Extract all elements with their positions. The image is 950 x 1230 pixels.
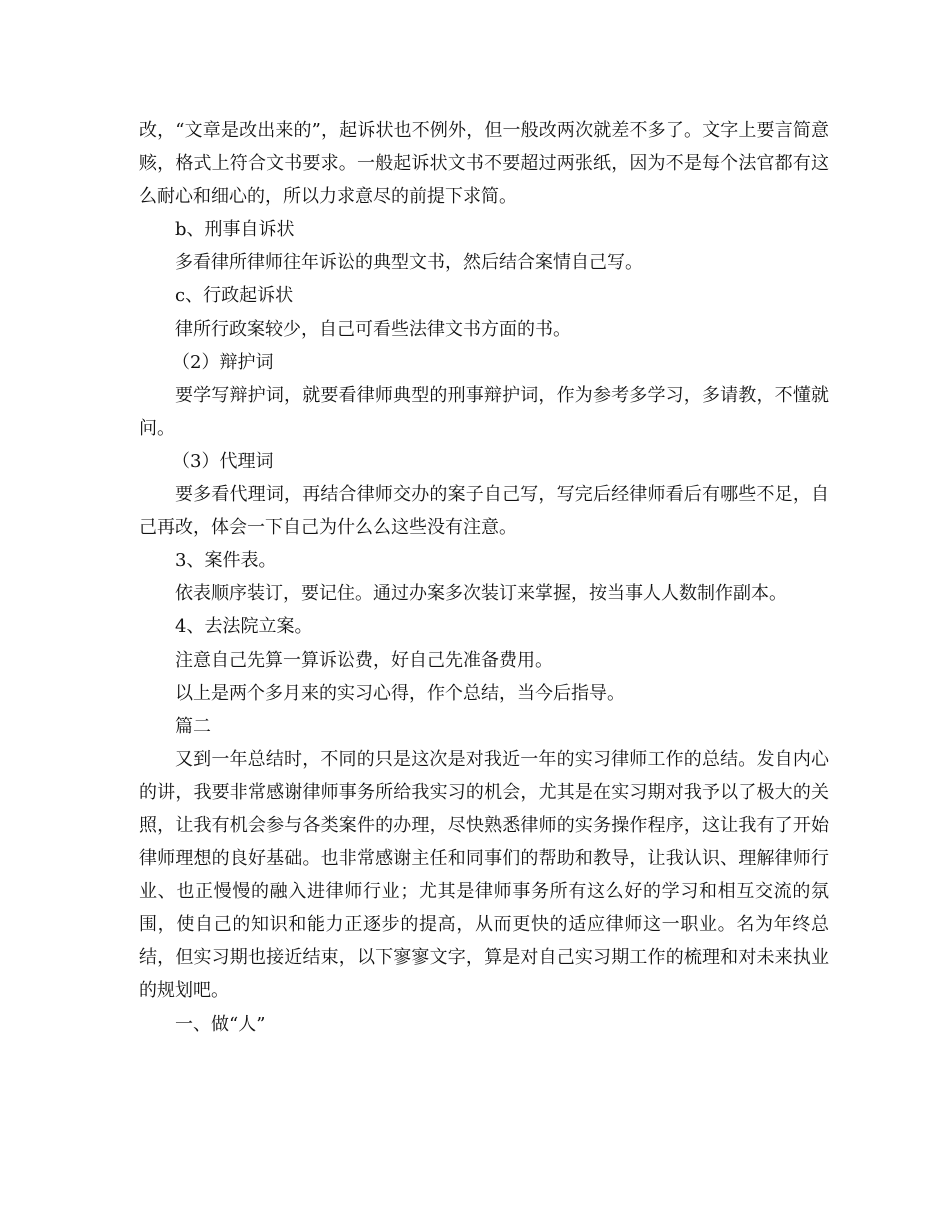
paragraph-complaint-revision: 改，“文章是改出来的”，起诉状也不例外，但一般改两次就差不多了。文字上要言简意赅，格式上符合文书要求。一般起诉状文书不要超过两张纸，因为不是每个法官都有这么耐心和细心的，所以力求意尽的前提下求简。	[139, 120, 829, 208]
paragraph-agency-statement: 要多看代理词，再结合律师交办的案子自己写，写完后经律师看后有哪些不足，自己再改，体会一下自己为什么么这些没有注意。	[139, 484, 829, 539]
document-body	[139, 114, 829, 1041]
paragraph-criminal-private-prosecution: 多看律所律师往年诉讼的典型文书，然后结合案情自己写。	[175, 252, 643, 274]
paragraph-year-end-review: 又到一年总结时，不同的只是这次是对我近一年的实习律师工作的总结。发自内心的讲，我要非常感谢律师事务所给我实习的机会，尤其是在实习期对我予以了极大的关照，让我有机会参与各类案件的办理，尽快熟悉律师的实务操作程序，这让我有了开始律师理想的良好基础。也非常感谢主任和同事们的帮助和教导，让我认识、理解律师行业、也正慢慢的融入进律师行业；尤其是律师事务所有这么好的学习和相互交流的氛围，使自己的知识和能力正逐步的提高，从而更快的适应律师这一职业。名为年终总结，但实习期也接近结束，以下寥寥文字，算是对自己实习期工作的梳理和对未来执业的规划吧。	[139, 748, 829, 1002]
heading-case-form: 3、案件表。	[175, 550, 277, 572]
heading-criminal-private-prosecution: b、刑事自诉状	[175, 219, 295, 241]
paragraph-court-filing: 注意自己先算一算诉讼费，好自己先准备费用。	[175, 649, 553, 671]
heading-being-a-person: 一、做“人”	[175, 1013, 266, 1035]
heading-agency-statement: （3）代理词	[172, 450, 274, 472]
section-title-part-two: 篇二	[175, 715, 211, 737]
paragraph-case-form: 依表顺序装订，要记住。通过办案多次装订来掌握，按当事人人数制作副本。	[175, 583, 787, 605]
heading-administrative-complaint: c、行政起诉状	[175, 285, 294, 307]
paragraph-administrative-complaint: 律所行政案较少，自己可看些法律文书方面的书。	[175, 318, 571, 340]
heading-defense-statement: （2）辩护词	[172, 351, 274, 373]
paragraph-defense-statement: 要学写辩护词，就要看律师典型的刑事辩护词，作为参考多学习，多请教，不懂就问。	[139, 384, 829, 439]
heading-court-filing: 4、去法院立案。	[175, 616, 313, 638]
paragraph-summary: 以上是两个多月来的实习心得，作个总结，当今后指导。	[175, 682, 625, 704]
